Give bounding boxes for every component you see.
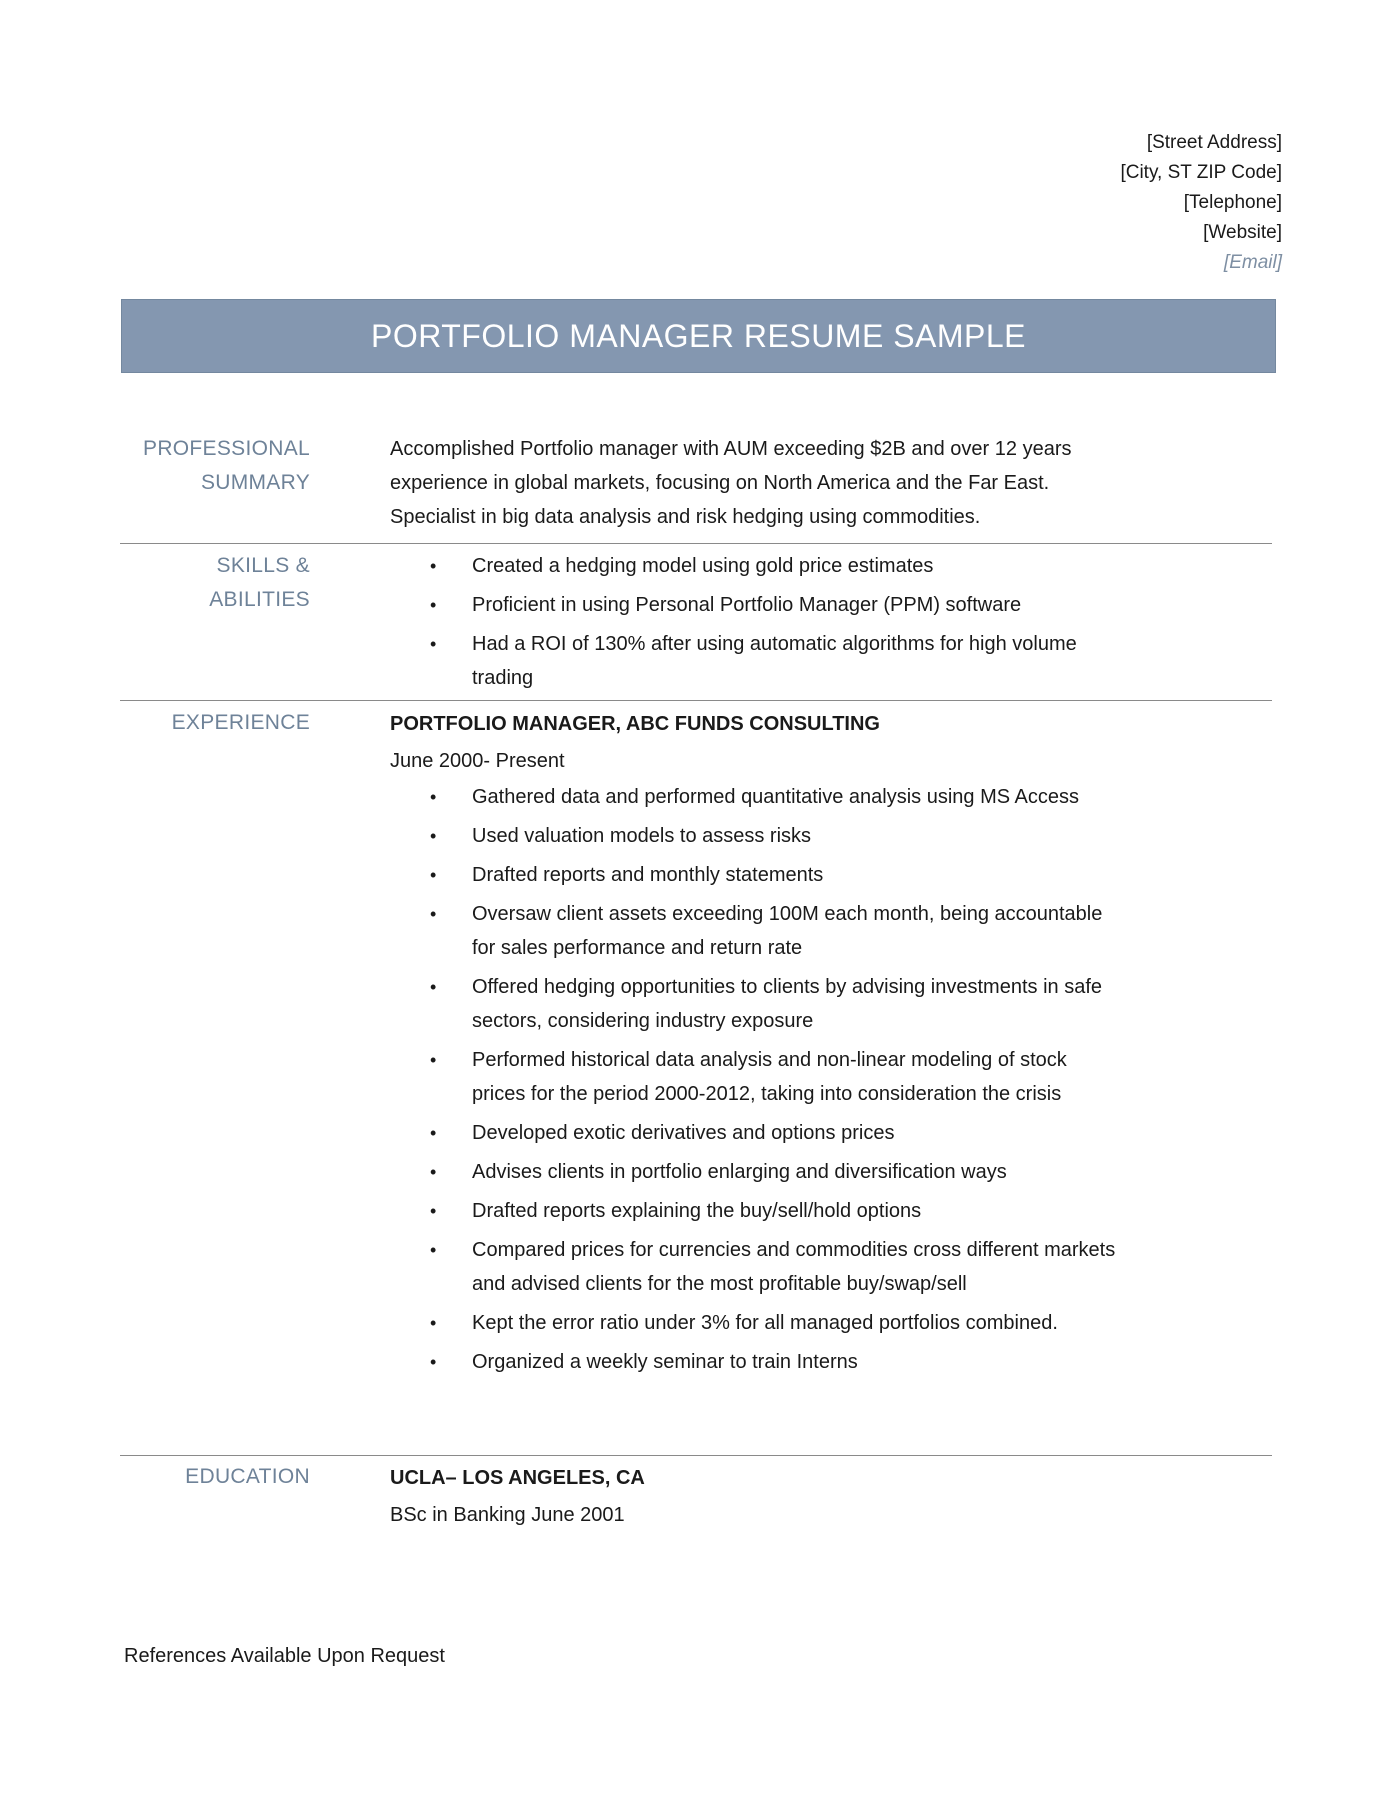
skills-body (390, 549, 1120, 700)
contact-street: [Street Address] (1146, 132, 1282, 153)
experience-body (390, 706, 1120, 1384)
experience-item: • Oversaw client assets exceeding 100M each month, being accountable for sales performance and return rate (390, 897, 1120, 965)
experience-item: • Offered hedging opportunities to clients by advising investments in safe sectors, considering industry exposure (390, 970, 1120, 1038)
education-label: EDUCATION (185, 1465, 310, 1488)
experience-item: • Organized a weekly seminar to train Interns (390, 1345, 1120, 1379)
contact-city: [City, ST ZIP Code] (1120, 162, 1282, 183)
summary-text: Accomplished Portfolio manager with AUM exceeding $2B and over 12 years experience in global markets, focusing on North America and the Far East. Specialist in big data analysis and risk hedging using commodities. (390, 438, 1072, 528)
skills-item: • Created a hedging model using gold price estimates (390, 549, 1120, 583)
skills-item: • Proficient in using Personal Portfolio Manager (PPM) software (390, 588, 1120, 622)
contact-email: [Email] (1223, 252, 1282, 273)
experience-label: EXPERIENCE (171, 711, 310, 734)
experience-section (120, 706, 1272, 1456)
summary-label-line2: SUMMARY (200, 471, 310, 494)
summary-label-line1: PROFESSIONAL (143, 437, 310, 460)
experience-item: • Drafted reports explaining the buy/sell/hold options (390, 1194, 1120, 1228)
page-title: PORTFOLIO MANAGER RESUME SAMPLE (370, 317, 1027, 354)
education-school: UCLA– LOS ANGELES, CA (390, 1467, 645, 1489)
skills-section (120, 549, 1272, 701)
summary-body (390, 432, 1120, 534)
contact-website: [Website] (1203, 222, 1282, 243)
references-note: References Available Upon Request (124, 1645, 445, 1667)
experience-item: • Compared prices for currencies and commodities cross different markets and advised clients for the most profitable buy/swap/sell (390, 1233, 1120, 1301)
contact-telephone: [Telephone] (1183, 192, 1282, 213)
education-body (390, 1460, 1120, 1534)
contact-block (1120, 128, 1282, 278)
experience-item: • Gathered data and performed quantitative analysis using MS Access (390, 780, 1120, 814)
experience-item: • Used valuation models to assess risks (390, 819, 1120, 853)
experience-list (390, 780, 1120, 1379)
experience-item: • Drafted reports and monthly statements (390, 858, 1120, 892)
title-banner (121, 299, 1276, 373)
skills-item: • Had a ROI of 130% after using automatic algorithms for high volume trading (390, 627, 1120, 695)
skills-list (390, 549, 1120, 695)
summary-label (120, 432, 310, 500)
job-dates: June 2000- Present (390, 750, 565, 772)
experience-item: • Developed exotic derivatives and options prices (390, 1116, 1120, 1150)
summary-section (120, 432, 1272, 544)
skills-label: SKILLS & ABILITIES (209, 554, 310, 611)
experience-item: • Kept the error ratio under 3% for all managed portfolios combined. (390, 1306, 1120, 1340)
job-title: PORTFOLIO MANAGER, ABC FUNDS CONSULTING (390, 713, 880, 735)
education-degree: BSc in Banking June 2001 (390, 1504, 625, 1526)
education-section (120, 1460, 1272, 1540)
experience-item: • Performed historical data analysis and non-linear modeling of stock prices for the period 2000-2012, taking into consideration the crisis (390, 1043, 1120, 1111)
experience-item: • Advises clients in portfolio enlarging and diversification ways (390, 1155, 1120, 1189)
